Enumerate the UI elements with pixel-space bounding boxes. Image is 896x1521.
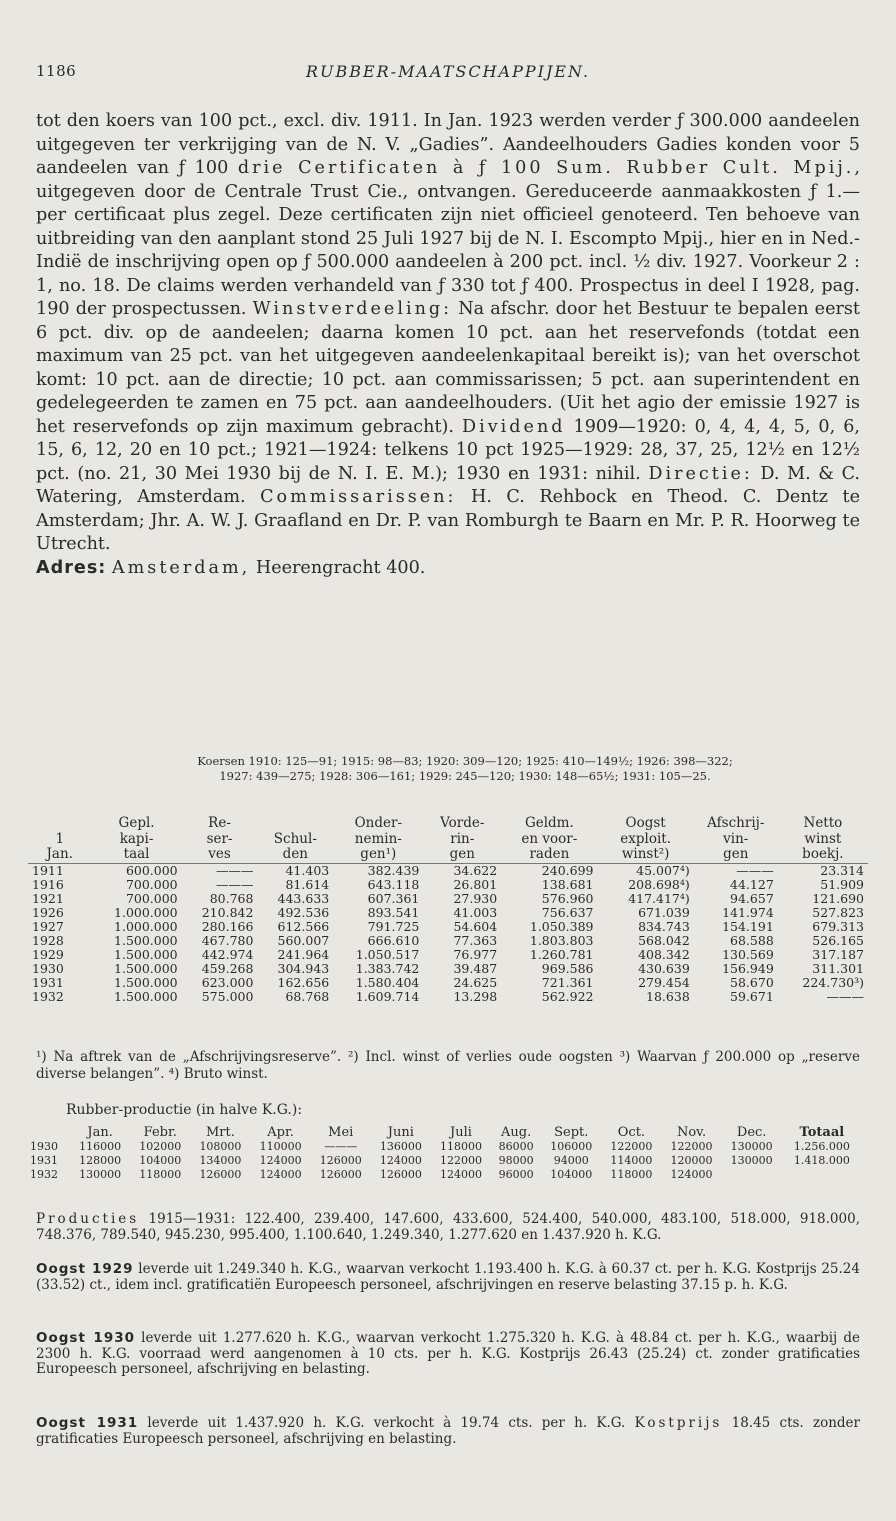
table-cell: 317.187 bbox=[812, 946, 864, 962]
table-cell: 130000 bbox=[730, 1154, 773, 1167]
table-cell: 459.268 bbox=[201, 960, 254, 976]
row-year: 1931 bbox=[32, 974, 64, 990]
col-header: Schul- den bbox=[273, 830, 317, 862]
table-cell: 756.637 bbox=[541, 904, 594, 920]
table-cell: 45.007⁴) bbox=[598, 863, 694, 878]
oogst-1930-label: Oogst 1930 bbox=[36, 1330, 136, 1346]
table-row bbox=[30, 1140, 862, 1154]
table-cell: 382.439 bbox=[333, 863, 423, 878]
table-cell: 116000 bbox=[79, 1140, 122, 1153]
col-header: Onder- nemin- gen¹) bbox=[354, 815, 403, 862]
table-cell: 134000 bbox=[199, 1154, 242, 1167]
table-cell: ——— bbox=[694, 863, 778, 878]
table-cell: 240.699 bbox=[501, 863, 597, 878]
table-row bbox=[28, 976, 868, 990]
financial-table bbox=[28, 816, 868, 1004]
table-cell: 104000 bbox=[550, 1168, 593, 1181]
table-cell: 96000 bbox=[498, 1168, 534, 1181]
table-cell: 130.569 bbox=[722, 946, 774, 962]
koersen-line-1: Koersen 1910: 125—91; 1915: 98—83; 1920: 309—120; 1925: 410—149½; 1926: 398—322; bbox=[197, 754, 733, 768]
oogst-1929-text: leverde uit 1.249.340 h. K.G., waarvan verkocht 1.193.400 h. K.G. à 60.37 ct. per h. K.G. Kostprijs 25.24 (33.52) ct., idem incl. gratificatiën Europeesch personeel, afschrijvingen en reserve belasting 37.15 p. h. K.G. bbox=[36, 1261, 860, 1293]
table-cell: 94000 bbox=[553, 1154, 589, 1167]
table-cell: 126000 bbox=[319, 1154, 362, 1167]
row-year: 1930 bbox=[32, 960, 64, 976]
table-cell: 893.541 bbox=[367, 904, 420, 920]
table-row bbox=[28, 990, 868, 1004]
table-cell: 1.609.714 bbox=[355, 988, 420, 1004]
table-cell: 130000 bbox=[79, 1168, 122, 1181]
col-header: Afschrij- vin- gen bbox=[707, 815, 765, 862]
month-header: Febr. bbox=[143, 1125, 177, 1140]
table-cell: 124000 bbox=[259, 1154, 302, 1167]
table-cell: 126000 bbox=[379, 1168, 422, 1181]
table-cell: 969.586 bbox=[541, 960, 594, 976]
table-cell: ——— bbox=[324, 1140, 358, 1153]
table-cell: 408.342 bbox=[638, 946, 690, 962]
body-text-4: 1909—1920: 0, 4, 4, 4, 5, 0, 6, 15, 6, 12, 20 en 10 pct.; 1921—1924: telkens 10 pct 1925—1929: 28, 37, 25, 12½ en 12½ pct. (no. 21, 30 Mei 1930 bij de N. I. E. M.); 1930 en 1931: nihil. bbox=[36, 416, 860, 484]
month-header: Jan. bbox=[87, 1125, 113, 1140]
table-cell: 1.000.000 bbox=[114, 918, 178, 934]
kostprijs-label: Kostprijs bbox=[634, 1415, 723, 1431]
table-cell: 666.610 bbox=[367, 932, 420, 948]
table-cell: 121.690 bbox=[812, 890, 864, 906]
table-cell: 120000 bbox=[670, 1154, 713, 1167]
table-cell: 128000 bbox=[79, 1154, 122, 1167]
table-cell: 106000 bbox=[550, 1140, 593, 1153]
table-cell: 834.743 bbox=[638, 918, 690, 934]
table-cell: 304.943 bbox=[277, 960, 330, 976]
table-cell: 138.681 bbox=[541, 876, 594, 892]
table-cell: 102000 bbox=[139, 1140, 182, 1153]
row-year: 1926 bbox=[32, 904, 64, 920]
table-row bbox=[28, 962, 868, 976]
table-cell: 34.622 bbox=[423, 863, 501, 878]
table-cell: 1.383.742 bbox=[355, 960, 420, 976]
table-cell: 527.823 bbox=[812, 904, 864, 920]
table-cell: 700.000 bbox=[125, 890, 178, 906]
row-year: 1928 bbox=[32, 932, 64, 948]
oogst-1931-paragraph bbox=[36, 1416, 860, 1447]
row-year: 1932 bbox=[32, 988, 64, 1004]
col-header: Re- ser- ves bbox=[206, 815, 233, 862]
table-row bbox=[30, 1168, 862, 1182]
adres-city: Amsterdam, bbox=[111, 557, 251, 578]
table-cell: 41.403 bbox=[257, 863, 333, 878]
table-cell: 77.363 bbox=[453, 932, 498, 948]
table-cell: 122000 bbox=[610, 1140, 653, 1153]
producties-label: Producties bbox=[36, 1211, 140, 1227]
table-cell: 1.500.000 bbox=[114, 946, 178, 962]
table-cell: ——— bbox=[182, 863, 258, 878]
row-year: 1932 bbox=[30, 1168, 58, 1181]
table-cell: 118000 bbox=[440, 1140, 482, 1153]
table-cell: 311.301 bbox=[812, 960, 864, 976]
production-table-body bbox=[30, 1140, 862, 1182]
table-cell: 568.042 bbox=[638, 932, 690, 948]
oogst-1930-paragraph bbox=[36, 1331, 860, 1378]
table-cell: 13.298 bbox=[453, 988, 498, 1004]
running-title: RUBBER-MAATSCHAPPIJEN. bbox=[305, 62, 591, 81]
table-cell: 126000 bbox=[199, 1168, 242, 1181]
body-text-1: tot den koers van 100 pct., excl. div. 1911. In Jan. 1923 werden verder ƒ 300.000 aandeelen uitgegeven ter verkrijging van de N. V. „Gadies”. Aandeelhouders Gadies konden voor 5 aandeelen van ƒ 100 bbox=[36, 111, 860, 178]
table-cell: 417.417⁴) bbox=[628, 890, 690, 906]
table-cell: 81.614 bbox=[285, 876, 330, 892]
table-cell: 41.003 bbox=[453, 904, 498, 920]
table-cell: 26.801 bbox=[453, 876, 498, 892]
table-cell: 467.780 bbox=[201, 932, 254, 948]
col-header: Geldm. en voor- raden bbox=[521, 815, 578, 862]
table-cell: 118000 bbox=[139, 1168, 182, 1181]
table-cell: 122000 bbox=[670, 1140, 713, 1153]
table-cell: 1.500.000 bbox=[114, 960, 178, 976]
table-row bbox=[28, 948, 868, 962]
table-cell: 126000 bbox=[319, 1168, 362, 1181]
directie-label: Directie: bbox=[648, 463, 753, 484]
page-number: 1186 bbox=[36, 62, 77, 80]
table-cell: 430.639 bbox=[638, 960, 690, 976]
table-cell: 1.803.803 bbox=[529, 932, 594, 948]
table-cell: 124000 bbox=[379, 1154, 422, 1167]
month-header: Aug. bbox=[501, 1125, 532, 1140]
table-cell: 442.974 bbox=[201, 946, 254, 962]
table-cell: 210.842 bbox=[201, 904, 254, 920]
oogst-1930-text: leverde uit 1.277.620 h. K.G., waarvan verkocht 1.275.320 h. K.G. à 48.84 ct. per h. K.G., waarbij de 2300 h. K.G. voorraad werd aangenomen à 10 cts. per h. K.G. Kostprijs 26.43 (25.24) ct. zonder gratificaties Europeesch personeel, afschrijving en belasting. bbox=[36, 1330, 860, 1377]
table-cell: 280.166 bbox=[201, 918, 254, 934]
table-cell: 279.454 bbox=[638, 974, 690, 990]
table-cell: 241.964 bbox=[277, 946, 330, 962]
table-cell: 1.256.000 bbox=[793, 1140, 850, 1153]
row-year: 1930 bbox=[30, 1140, 58, 1153]
koersen-block bbox=[60, 754, 870, 784]
body-text-2: , uitgegeven door de Centrale Trust Cie., ontvangen. Gereduceerde aanmaakkosten ƒ 1.— per certificaat plus zegel. Deze certificaten zijn niet officieel genoteerd. Ten behoeve van uitbreiding van den aanplant stond 25 Juli 1927 bij de N. I. Escompto Mpij., hier en in Ned.-Indië de inschrijving open op ƒ 500.000 aandeelen à 200 pct. incl. ½ div. 1927. Voorkeur 2 : 1, no. 18. De claims werden verhandeld van ƒ 330 tot ƒ 400. Prospectus in deel I 1928, pag. 190 der prospectussen. bbox=[36, 158, 860, 319]
col-header: 1 Jan. bbox=[46, 830, 73, 862]
table-cell: 122000 bbox=[440, 1154, 482, 1167]
month-header: Oct. bbox=[617, 1125, 646, 1140]
table-cell: 104000 bbox=[139, 1154, 182, 1167]
table-cell: 607.361 bbox=[367, 890, 420, 906]
table-cell: 612.566 bbox=[277, 918, 330, 934]
table-cell: 721.361 bbox=[541, 974, 594, 990]
table-cell: ——— bbox=[215, 876, 254, 892]
table-cell: ——— bbox=[826, 988, 864, 1004]
production-table-header bbox=[30, 1126, 862, 1140]
table-cell: 576.960 bbox=[541, 890, 594, 906]
table-cell: 643.118 bbox=[367, 876, 420, 892]
table-cell: 51.909 bbox=[820, 876, 864, 892]
table-cell: 18.638 bbox=[646, 988, 690, 1004]
table-cell: 156.949 bbox=[722, 960, 774, 976]
commissarissen-label: Commissarissen: bbox=[260, 487, 457, 507]
winstverdeeling-label: Winstverdeeling: bbox=[252, 299, 453, 319]
year-col-header bbox=[30, 1126, 70, 1140]
col-header: Gepl. kapi- taal bbox=[118, 815, 155, 862]
table-cell: 124000 bbox=[440, 1168, 482, 1181]
company-description bbox=[36, 110, 860, 580]
table-cell: 1.000.000 bbox=[114, 904, 178, 920]
month-header: Juli bbox=[450, 1125, 472, 1140]
koersen-line-2: 1927: 439—275; 1928: 306—161; 1929: 245—120; 1930: 148—65½; 1931: 105—25. bbox=[219, 769, 711, 783]
table-cell: 39.487 bbox=[453, 960, 498, 976]
oogst-1929-paragraph bbox=[36, 1262, 860, 1293]
body-text-5: D. M. & C. Watering, Amsterdam. bbox=[36, 463, 861, 507]
page-header bbox=[36, 62, 860, 86]
producties-text: 1915—1931: 122.400, 239.400, 147.600, 433.600, 524.400, 540.000, 483.100, 518.000, 918.000, 748.376, 789.540, 945.230, 995.400, 1.100.640, 1.249.340, 1.277.620 en 1.437.920 h. K.G. bbox=[36, 1211, 860, 1243]
month-header: Mei bbox=[328, 1125, 354, 1140]
financial-table-body bbox=[28, 863, 868, 1004]
col-header: Netto winst boekj. bbox=[802, 815, 844, 862]
table-footnotes: ¹) Na aftrek van de „Afschrijvingsreserve”. ²) Incl. winst of verlies oude oogsten ³) Waarvan ƒ 200.000 op „reserve diverse belangen”. ⁴) Bruto winst. bbox=[36, 1049, 860, 1082]
month-header: Apr. bbox=[267, 1125, 294, 1140]
oogst-1929-label: Oogst 1929 bbox=[36, 1261, 134, 1277]
table-cell: 76.977 bbox=[453, 946, 498, 962]
table-cell: 68.768 bbox=[285, 988, 330, 1004]
table-cell: 575.000 bbox=[201, 988, 254, 1004]
table-cell: 68.588 bbox=[730, 932, 774, 948]
table-row bbox=[28, 920, 868, 934]
table-cell: 526.165 bbox=[812, 932, 864, 948]
table-cell: 114000 bbox=[610, 1154, 653, 1167]
table-cell: 130000 bbox=[730, 1140, 773, 1153]
table-cell: 44.127 bbox=[730, 876, 774, 892]
month-header: Nov. bbox=[676, 1125, 707, 1140]
table-cell: 98000 bbox=[498, 1154, 534, 1167]
table-cell: 671.039 bbox=[638, 904, 690, 920]
table-row bbox=[28, 878, 868, 892]
oogst-1931-label: Oogst 1931 bbox=[36, 1415, 139, 1431]
table-cell: 443.633 bbox=[277, 890, 330, 906]
table-cell: 1.418.000 bbox=[793, 1154, 850, 1167]
table-cell: 1.580.404 bbox=[355, 974, 420, 990]
month-header: Juni bbox=[387, 1125, 414, 1140]
table-cell: 27.930 bbox=[453, 890, 498, 906]
table-cell: 162.656 bbox=[277, 974, 330, 990]
col-header: Oogst exploit. winst²) bbox=[620, 815, 671, 862]
table-cell: 700.000 bbox=[125, 876, 178, 892]
table-cell: 224.730³) bbox=[802, 974, 864, 990]
table-cell: 492.536 bbox=[277, 904, 330, 920]
table-cell: 1.500.000 bbox=[114, 988, 178, 1004]
table-cell: 791.725 bbox=[367, 918, 420, 934]
table-cell: 58.670 bbox=[730, 974, 774, 990]
producties-paragraph bbox=[36, 1212, 860, 1243]
table-cell: 24.625 bbox=[453, 974, 498, 990]
body-spaced-1: drie Certificaten à ƒ 100 Sum. Rubber Cult. Mpij. bbox=[237, 158, 855, 178]
table-cell: 110000 bbox=[259, 1140, 302, 1153]
month-header: Totaal bbox=[799, 1125, 845, 1140]
table-cell: 1.050.389 bbox=[529, 918, 594, 934]
table-cell: 600.000 bbox=[92, 863, 182, 878]
adres-label: Adres: bbox=[36, 557, 107, 578]
month-header: Mrt. bbox=[206, 1125, 235, 1140]
table-cell: 1.260.781 bbox=[529, 946, 594, 962]
col-header: Vorde- rin- gen bbox=[440, 815, 485, 862]
oogst-1931-text-2: 18.45 cts. zonder gratificaties Europeesch personeel, afschrijving en belasting. bbox=[36, 1415, 860, 1447]
table-cell: 154.191 bbox=[722, 918, 774, 934]
table-row bbox=[30, 1154, 862, 1168]
body-text-3: Na afschr. door het Bestuur te bepalen eerst 6 pct. div. op de aandeelen; daarna komen 10 pct. aan het reservefonds (totdat een maximum van 25 pct. van het uitgegeven aandeelenkapitaal bereikt is); van het overschot komt: 10 pct. aan de directie; 10 pct. aan commissarissen; 5 pct. aan superintendent en gedelegeerden te zamen en 75 pct. aan aandeelhouders. (Uit het agio der emissie 1927 is het reservefonds op zijn maximum gebracht). bbox=[36, 299, 861, 437]
table-cell: 86000 bbox=[498, 1140, 534, 1153]
row-year: 1929 bbox=[32, 946, 64, 962]
production-table bbox=[30, 1126, 862, 1182]
table-cell bbox=[722, 1168, 782, 1182]
month-header: Dec. bbox=[736, 1125, 767, 1140]
table-cell: 141.974 bbox=[722, 904, 774, 920]
table-cell: 623.000 bbox=[201, 974, 254, 990]
row-year: 1931 bbox=[30, 1154, 58, 1167]
table-row bbox=[28, 892, 868, 906]
table-cell: 54.604 bbox=[453, 918, 498, 934]
table-cell: 560.007 bbox=[277, 932, 330, 948]
table-cell: 23.314 bbox=[778, 863, 868, 878]
oogst-1931-text-1: leverde uit 1.437.920 h. K.G. verkocht à 19.74 cts. per h. K.G. bbox=[138, 1415, 635, 1431]
financial-table-header bbox=[28, 816, 868, 863]
adres-street: Heerengracht 400. bbox=[250, 557, 426, 578]
table-row bbox=[28, 934, 868, 948]
table-cell: 136000 bbox=[379, 1140, 422, 1153]
table-row bbox=[28, 863, 868, 878]
table-cell: 679.313 bbox=[812, 918, 864, 934]
table-cell: 108000 bbox=[199, 1140, 242, 1153]
production-heading: Rubber-productie (in halve K.G.): bbox=[66, 1102, 303, 1118]
row-year: 1927 bbox=[32, 918, 64, 934]
table-cell: 208.698⁴) bbox=[628, 876, 690, 892]
table-cell: 1.500.000 bbox=[114, 932, 178, 948]
table-cell: 562.922 bbox=[541, 988, 594, 1004]
row-year: 1911 bbox=[28, 863, 92, 878]
table-cell: 94.657 bbox=[730, 890, 774, 906]
dividend-label: Dividend bbox=[461, 416, 566, 437]
table-row bbox=[28, 906, 868, 920]
table-cell: 80.768 bbox=[209, 890, 254, 906]
table-cell: 118000 bbox=[610, 1168, 653, 1181]
table-cell: 124000 bbox=[670, 1168, 713, 1181]
table-cell: 124000 bbox=[259, 1168, 302, 1181]
table-cell bbox=[782, 1168, 862, 1182]
table-cell: 59.671 bbox=[730, 988, 774, 1004]
table-cell: 1.050.517 bbox=[355, 946, 420, 962]
body-text-6: H. C. Rehbock en Theod. C. Dentz te Amsterdam; Jhr. A. W. J. Graafland en Dr. P. van Romburgh te Baarn en Mr. P. R. Hoorweg te Utrecht. bbox=[36, 487, 860, 554]
month-header: Sept. bbox=[554, 1125, 589, 1140]
row-year: 1921 bbox=[32, 890, 64, 906]
table-cell: 1.500.000 bbox=[114, 974, 178, 990]
row-year: 1916 bbox=[32, 876, 64, 892]
